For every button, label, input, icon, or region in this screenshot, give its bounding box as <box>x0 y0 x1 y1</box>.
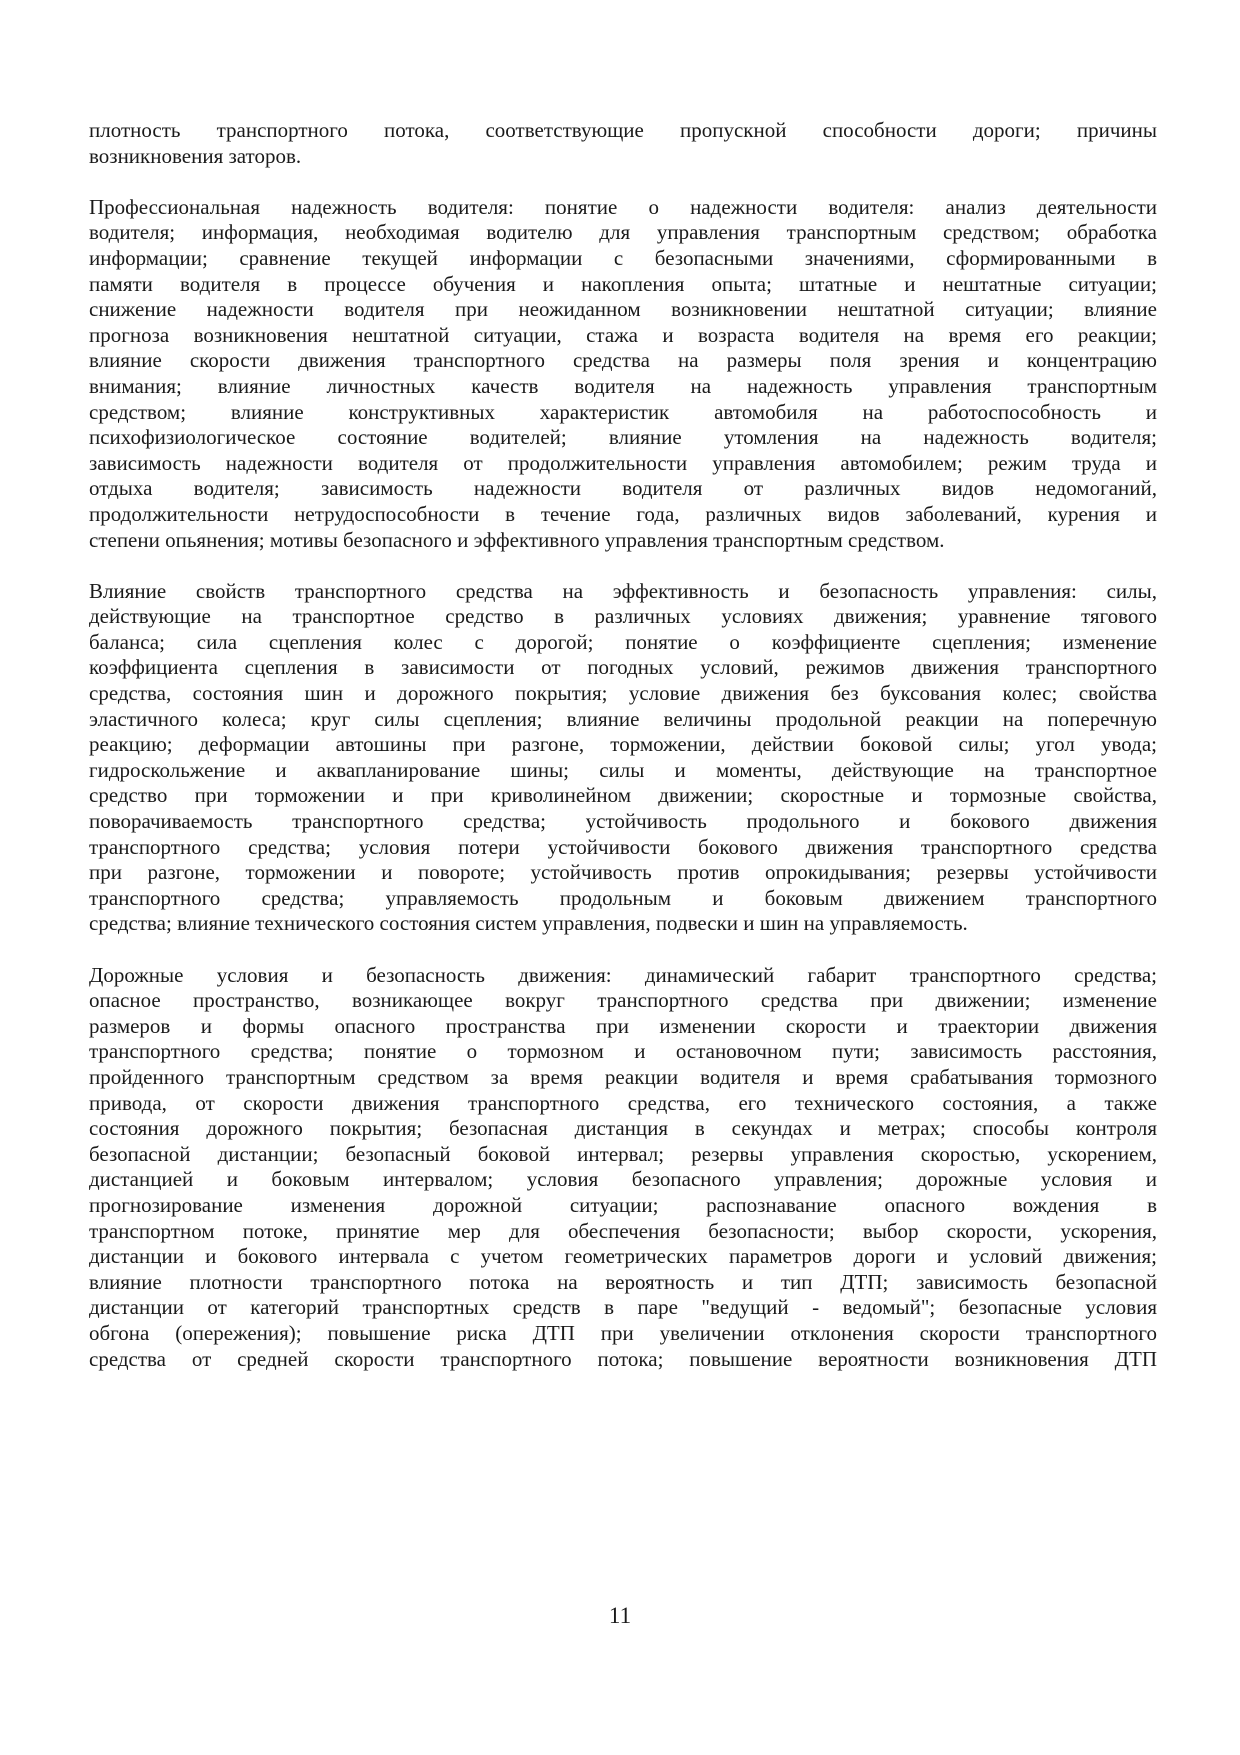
text-line: реакцию; деформации автошины при разгоне, торможении, действии боковой силы; угол увода; <box>89 732 1157 757</box>
text-line: плотность транспортного потока, соответствующие пропускной способности дороги; причины <box>89 118 1157 142</box>
text-line: транспортного средства; управляемость продольным и боковым движением транспортного <box>89 885 1157 910</box>
text-line: памяти водителя в процессе обучения и накопления опыта; штатные и нештатные ситуации; <box>89 271 1157 296</box>
text-line: безопасной дистанции; безопасный боковой интервал; резервы управления скоростью, ускорением, <box>89 1141 1157 1166</box>
paragraph <box>89 118 1157 169</box>
text-line: степени опьянения; мотивы безопасного и эффективного управления транспортным средством. <box>89 527 945 552</box>
page-number: 11 <box>608 1603 632 1628</box>
text-line: прогнозирование изменения дорожной ситуации; распознавание опасного вождения в <box>89 1192 1157 1217</box>
text-line: баланса; сила сцепления колес с дорогой; понятие о коэффициенте сцепления; изменение <box>89 629 1157 654</box>
text-line: действующие на транспортное средство в различных условиях движения; уравнение тягового <box>89 604 1157 629</box>
text-line: отдыха водителя; зависимость надежности водителя от различных видов недомоганий, <box>89 476 1157 501</box>
text-line: транспортного средства; условия потери устойчивости бокового движения транспортного средства <box>89 834 1157 859</box>
text-line: снижение надежности водителя при неожиданном возникновении нештатной ситуации; влияние <box>89 297 1157 322</box>
text-line: пройденного транспортным средством за время реакции водителя и время срабатывания тормозного <box>89 1064 1157 1089</box>
text-line: гидроскольжение и аквапланирование шины; силы и моменты, действующие на транспортное <box>89 757 1157 782</box>
text-line: средство при торможении и при криволинейном движении; скоростные и тормозные свойства, <box>89 783 1157 808</box>
paragraph <box>89 195 1157 553</box>
text-line: влияние плотности транспортного потока на вероятность и тип ДТП; зависимость безопасной <box>89 1269 1157 1294</box>
text-line: информации; сравнение текущей информации с безопасными значениями, сформированными в <box>89 245 1157 270</box>
text-line: обгона (опережения); повышение риска ДТП при увеличении отклонения скорости транспортного <box>89 1320 1157 1345</box>
text-line: водителя; информация, необходимая водителю для управления транспортным средством; обработка <box>89 220 1157 245</box>
text-line: при разгоне, торможении и повороте; устойчивость против опрокидывания; резервы устойчивости <box>89 860 1157 885</box>
paragraph <box>89 963 1157 1373</box>
text-line: возникновения заторов. <box>89 143 302 168</box>
text-line: транспортном потоке, принятие мер для обеспечения безопасности; выбор скорости, ускорения, <box>89 1218 1157 1243</box>
text-line: средства; влияние технического состояния систем управления, подвески и шин на управляемость. <box>89 911 968 936</box>
text-line: внимания; влияние личностных качеств водителя на надежность управления транспортным <box>89 373 1157 398</box>
text-line: влияние скорости движения транспортного средства на размеры поля зрения и концентрацию <box>89 348 1157 373</box>
text-line: средства, состояния шин и дорожного покрытия; условие движения без буксования колес; свойства <box>89 681 1157 706</box>
text-line: средства от средней скорости транспортного потока; повышение вероятности возникновения ДТП <box>89 1346 1157 1371</box>
document-page <box>89 118 1157 1398</box>
text-line: зависимость надежности водителя от продолжительности управления автомобилем; режим труда и <box>89 450 1157 475</box>
text-line: Профессиональная надежность водителя: понятие о надежности водителя: анализ деятельности <box>89 194 1157 219</box>
text-line: эластичного колеса; круг силы сцепления; влияние величины продольной реакции на поперечную <box>89 706 1157 731</box>
text-line: привода, от скорости движения транспортного средства, его технического состояния, а также <box>89 1090 1157 1115</box>
text-line: дистанцией и боковым интервалом; условия безопасного управления; дорожные условия и <box>89 1167 1157 1192</box>
text-line: размеров и формы опасного пространства при изменении скорости и траектории движения <box>89 1013 1157 1038</box>
text-line: средством; влияние конструктивных характеристик автомобиля на работоспособность и <box>89 399 1157 424</box>
text-line: транспортного средства; понятие о тормозном и остановочном пути; зависимость расстояния, <box>89 1039 1157 1064</box>
text-line: опасное пространство, возникающее вокруг транспортного средства при движении; изменение <box>89 988 1157 1013</box>
text-line: дистанции от категорий транспортных средств в паре "ведущий - ведомый"; безопасные условия <box>89 1295 1157 1320</box>
paragraph <box>89 579 1157 937</box>
text-line: состояния дорожного покрытия; безопасная дистанция в секундах и метрах; способы контроля <box>89 1116 1157 1141</box>
text-line: поворачиваемость транспортного средства; устойчивость продольного и бокового движения <box>89 809 1157 834</box>
text-line: продолжительности нетрудоспособности в течение года, различных видов заболеваний, курения и <box>89 501 1157 526</box>
text-line: Дорожные условия и безопасность движения: динамический габарит транспортного средства; <box>89 962 1157 987</box>
text-line: коэффициента сцепления в зависимости от погодных условий, режимов движения транспортного <box>89 655 1157 680</box>
text-line: Влияние свойств транспортного средства на эффективность и безопасность управления: силы, <box>89 578 1157 603</box>
text-line: дистанции и бокового интервала с учетом геометрических параметров дороги и условий движения; <box>89 1244 1157 1269</box>
text-line: психофизиологическое состояние водителей; влияние утомления на надежность водителя; <box>89 425 1157 450</box>
text-line: прогноза возникновения нештатной ситуации, стажа и возраста водителя на время его реакции; <box>89 322 1157 347</box>
